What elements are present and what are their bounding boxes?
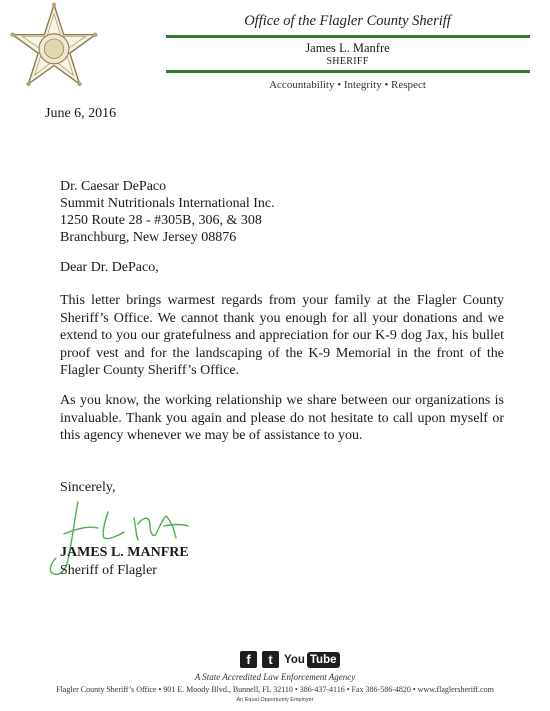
body-paragraph-1: This letter brings warmest regards from your family at the Flagler County Sheriff’s Office. We cannot thank you enough for all your donations and we extend to you our gratefulness and appreciation for our K-9 dog Jax, his bullet proof vest and for the landscaping of the K-9 Memorial in the front of the Flagler County Sheriff’s Office. bbox=[60, 293, 504, 378]
social-links bbox=[240, 651, 340, 668]
sheriff-name: James L. Manfre bbox=[305, 41, 390, 55]
office-title: Office of the Flagler County Sheriff bbox=[244, 13, 451, 29]
recipient-street: 1250 Route 28 - #305B, 306, & 308 bbox=[60, 213, 262, 228]
letterhead-rule-bottom bbox=[166, 70, 530, 73]
signer-name: JAMES L. MANFRE bbox=[60, 545, 189, 560]
youtube-logo-tube: Tube bbox=[307, 652, 340, 668]
signer-title: Sheriff of Flagler bbox=[60, 563, 157, 578]
recipient-city: Branchburg, New Jersey 08876 bbox=[60, 230, 237, 245]
letterhead-rule-top bbox=[166, 35, 530, 38]
employer-note: An Equal Opportunity Employer bbox=[236, 697, 314, 703]
letter-date: June 6, 2016 bbox=[45, 106, 117, 121]
youtube-icon[interactable] bbox=[284, 651, 340, 668]
facebook-icon[interactable]: f bbox=[240, 651, 257, 668]
salutation: Dear Dr. DePaco, bbox=[60, 260, 159, 275]
sheriff-star-icon bbox=[10, 2, 98, 92]
accreditation-line: A State Accredited Law Enforcement Agency bbox=[194, 672, 356, 682]
recipient-company: Summit Nutritionals International Inc. bbox=[60, 196, 275, 211]
youtube-logo-you: You bbox=[284, 653, 305, 666]
motto: Accountability • Integrity • Respect bbox=[269, 79, 426, 91]
closing: Sincerely, bbox=[60, 480, 116, 495]
twitter-icon[interactable]: t bbox=[262, 651, 279, 668]
sheriff-title: SHERIFF bbox=[326, 56, 369, 67]
contact-line: Flagler County Sheriff’s Office • 901 E. Moody Blvd., Bunnell, FL 32110 • 386-437-4116 • Fax 386-586-4820 • www.flaglersheriff.com bbox=[56, 685, 494, 694]
recipient-name: Dr. Caesar DePaco bbox=[60, 179, 167, 194]
body-paragraph-2: As you know, the working relationship we share between our organizations is invaluable. Thank you again and please do not hesitate to call upon myself or this agency whenever we may be of assistance to you. bbox=[60, 393, 504, 443]
recipient-address bbox=[60, 178, 275, 246]
